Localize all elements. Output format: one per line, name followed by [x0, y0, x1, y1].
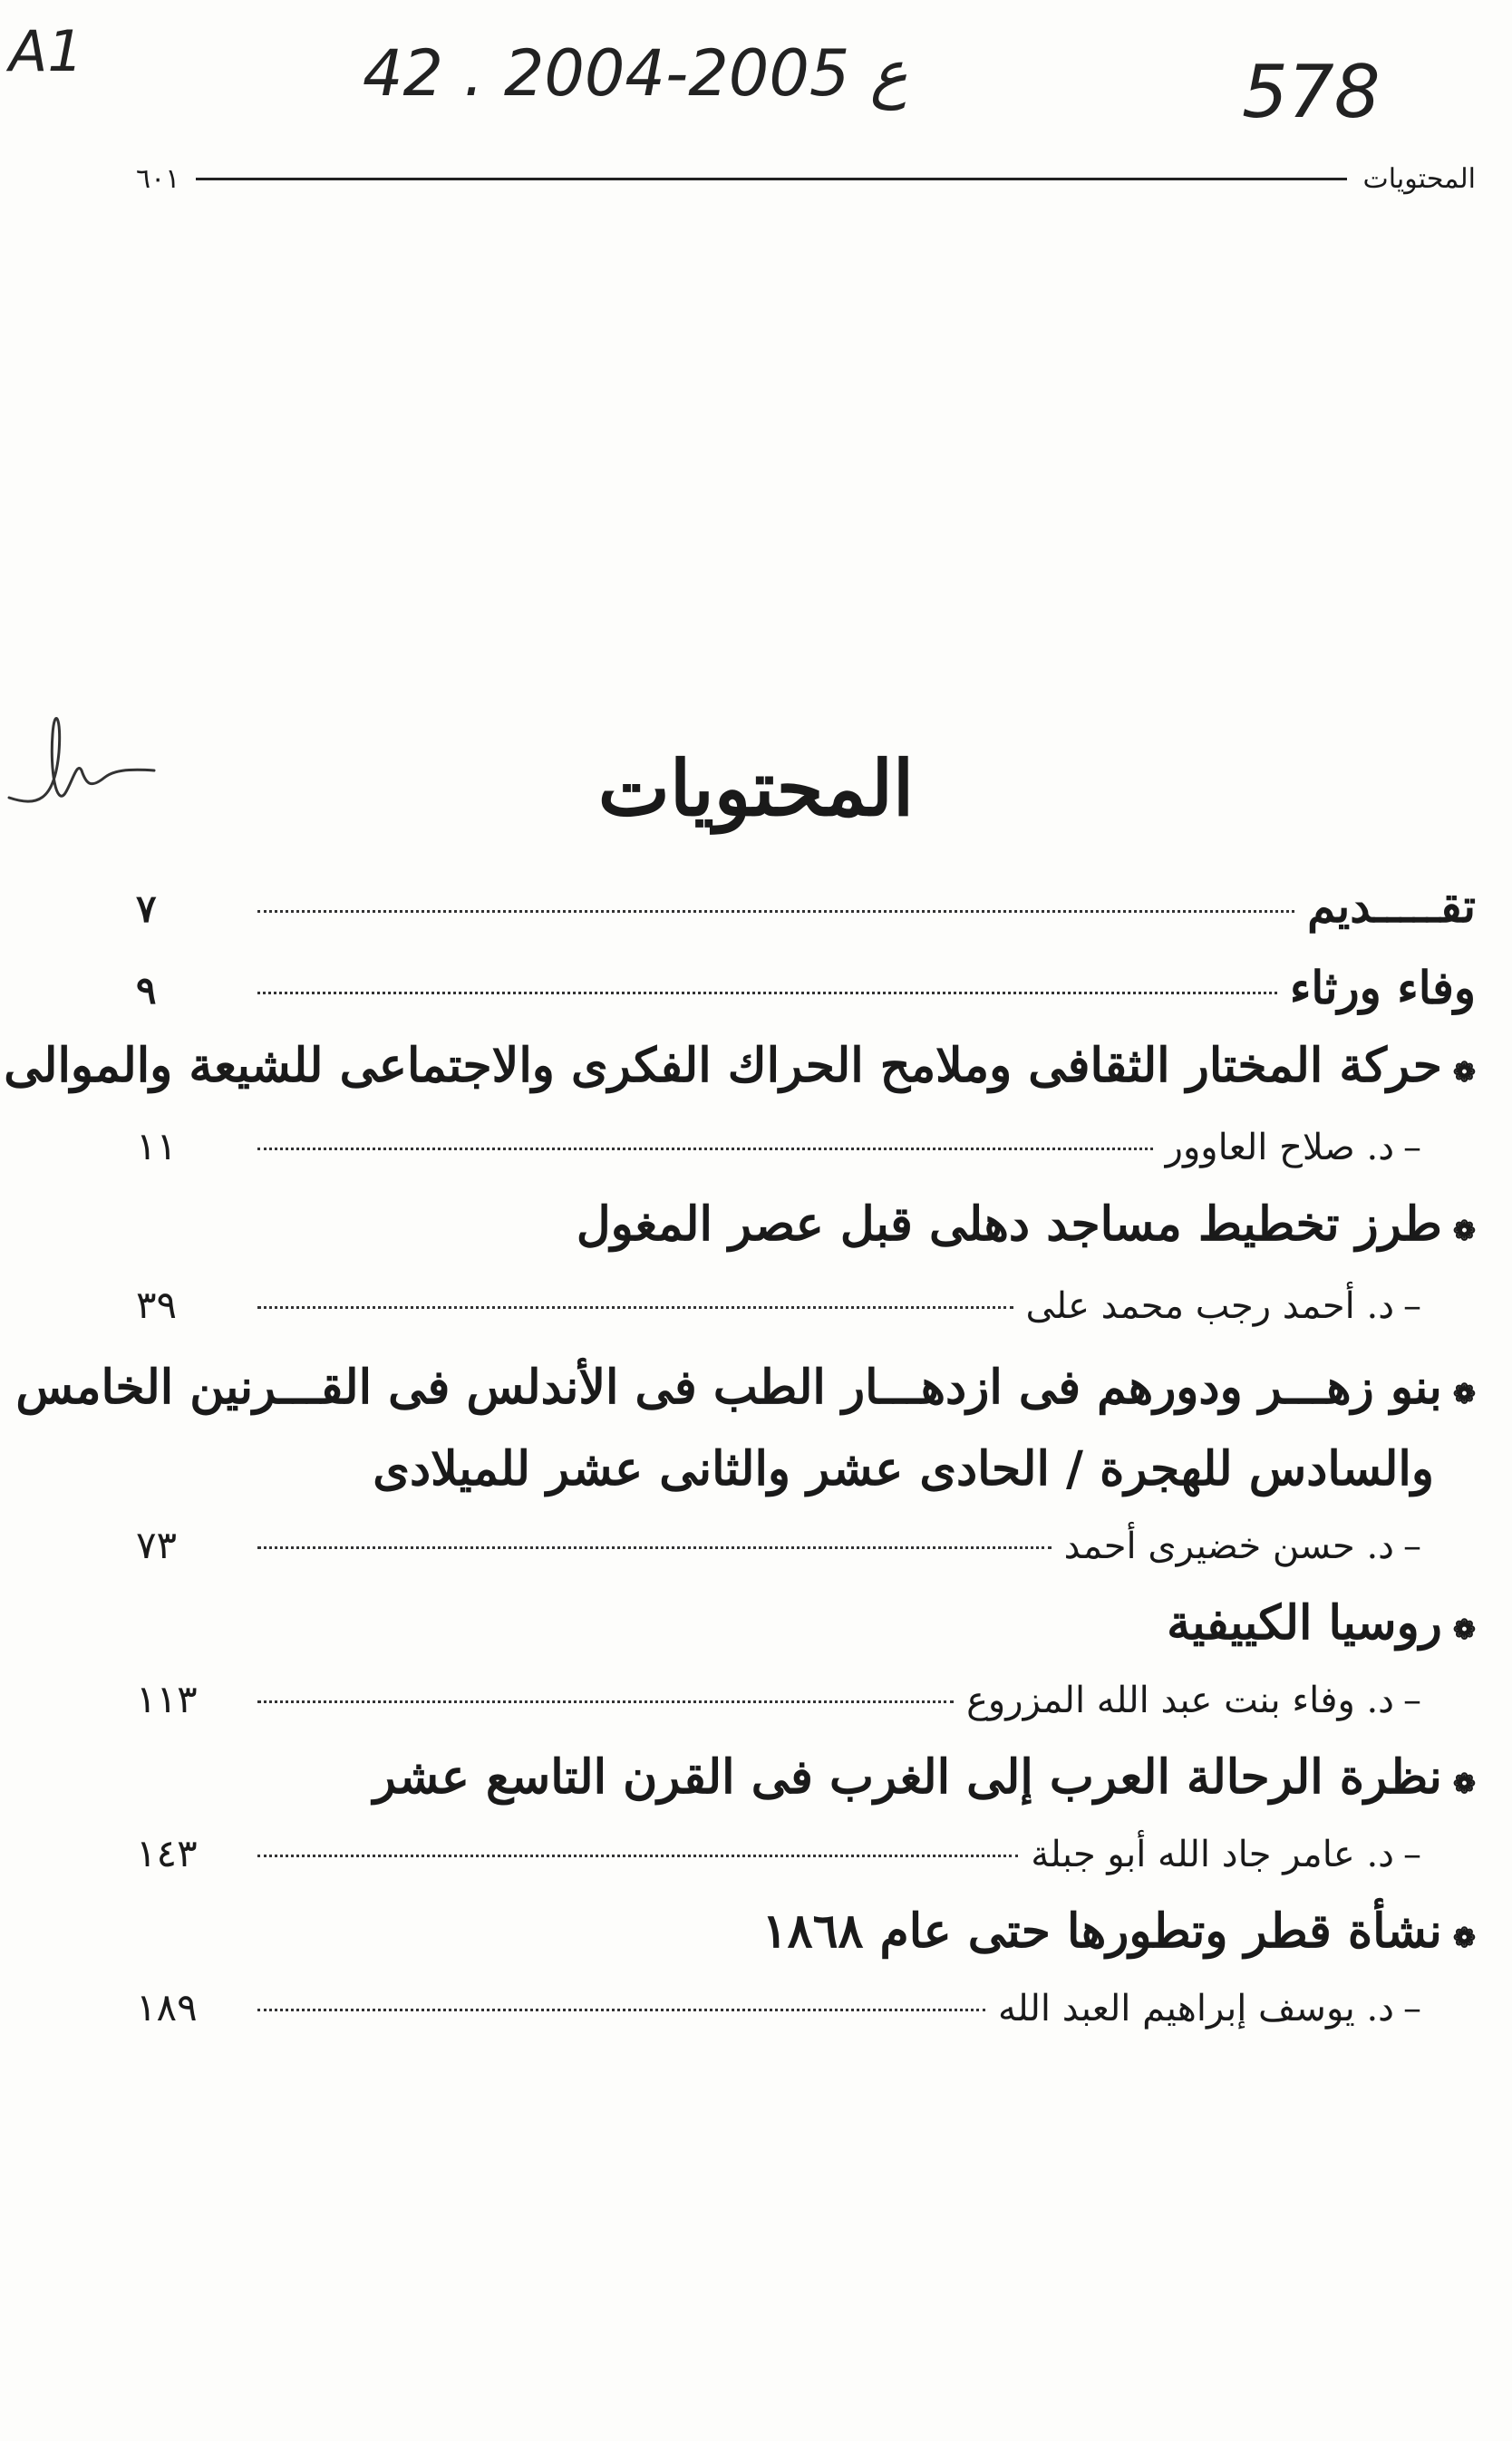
- handwritten-corner-mark: A1: [9, 18, 83, 84]
- article-author: د. وفاء بنت عبد الله المزروع: [966, 1680, 1394, 1721]
- article-title: ❁ حركة المختار الثقافى وملامح الحراك الفكرى والاجتماعى للشيعة والموالى: [4, 1038, 1476, 1093]
- handwritten-item-number: 578: [1242, 50, 1381, 134]
- toc-page-intro: ٧: [136, 886, 157, 931]
- toc-page-tribute: ٩: [136, 968, 157, 1012]
- article-author-row: –د. وفاء بنت عبد الله المزروع ١١٣: [136, 1677, 1421, 1721]
- article-title: ❁ نشأة قطر وتطورها حتى عام ١٨٦٨: [761, 1903, 1476, 1959]
- article-page: ٣٩: [136, 1283, 178, 1327]
- toc-row-intro: [136, 879, 1476, 933]
- article-author: د. صلاح العاوور: [1165, 1127, 1394, 1168]
- article-author: د. عامر جاد الله أبو جبلة: [1031, 1834, 1394, 1875]
- flower-bullet-icon: ❁: [1452, 1216, 1476, 1247]
- running-header-section: المحتويات: [1362, 162, 1476, 195]
- flower-bullet-icon: ❁: [1452, 1768, 1476, 1800]
- article-author-row: –د. أحمد رجب محمد على ٣٩: [136, 1283, 1421, 1327]
- article-title: ❁ طرز تخطيط مساجد دهلى قبل عصر المغول: [576, 1196, 1476, 1252]
- dot-leader: [257, 1306, 1013, 1309]
- flower-bullet-icon: ❁: [1452, 1614, 1476, 1646]
- article-author-row: –د. صلاح العاوور ١١: [136, 1124, 1421, 1168]
- article-page: ١٨٩: [136, 1985, 198, 2029]
- toc-label-tribute: وفاء ورثاء: [1289, 961, 1476, 1014]
- dot-leader: [257, 1546, 1052, 1549]
- dot-leader: [257, 910, 1294, 913]
- article-page: ٧٣: [136, 1523, 178, 1567]
- article-title-continued: والسادس للهجرة / الحادى عشر والثانى عشر للميلادى: [373, 1441, 1434, 1497]
- article-author-row: –د. عامر جاد الله أبو جبلة ١٤٣: [136, 1831, 1421, 1875]
- dot-leader: [257, 1700, 954, 1703]
- dot-leader: [257, 2009, 985, 2011]
- header-rule: [196, 178, 1346, 180]
- article-page: ١٤٣: [136, 1831, 198, 1875]
- dot-leader: [257, 1855, 1018, 1857]
- flower-bullet-icon: ❁: [1452, 1057, 1476, 1089]
- article-title: ❁ روسيا الكييفية: [1167, 1595, 1476, 1651]
- flower-bullet-icon: ❁: [1452, 1379, 1476, 1410]
- article-author-row: –د. يوسف إبراهيم العبد الله ١٨٩: [136, 1985, 1421, 2029]
- article-title: ❁ نظرة الرحالة العرب إلى الغرب فى القرن التاسع عشر: [373, 1749, 1476, 1805]
- running-header: [136, 156, 1476, 201]
- flower-bullet-icon: ❁: [1452, 1923, 1476, 1954]
- article-page: ١١٣: [136, 1677, 198, 1721]
- article-author: د. يوسف إبراهيم العبد الله: [998, 1988, 1394, 2029]
- dot-leader: [257, 992, 1277, 994]
- toc-label-intro: تقـــــديم: [1307, 879, 1476, 933]
- dot-leader: [257, 1148, 1153, 1150]
- article-author: د. حسن خضيرى أحمد: [1063, 1526, 1394, 1567]
- article-author-row: –د. حسن خضيرى أحمد ٧٣: [136, 1523, 1421, 1567]
- toc-row-tribute: [136, 961, 1476, 1014]
- running-header-page-number: ٦٠١: [136, 162, 180, 195]
- handwritten-catalog-number: 42 . ع 2005-2004: [363, 36, 908, 111]
- article-author: د. أحمد رجب محمد على: [1025, 1285, 1394, 1327]
- page-title: المحتويات: [597, 743, 915, 833]
- article-title: ❁ بنو زهـــر ودورهم فى ازدهـــار الطب فى الأندلس فى القـــرنين الخامس: [15, 1360, 1476, 1415]
- article-page: ١١: [136, 1124, 178, 1168]
